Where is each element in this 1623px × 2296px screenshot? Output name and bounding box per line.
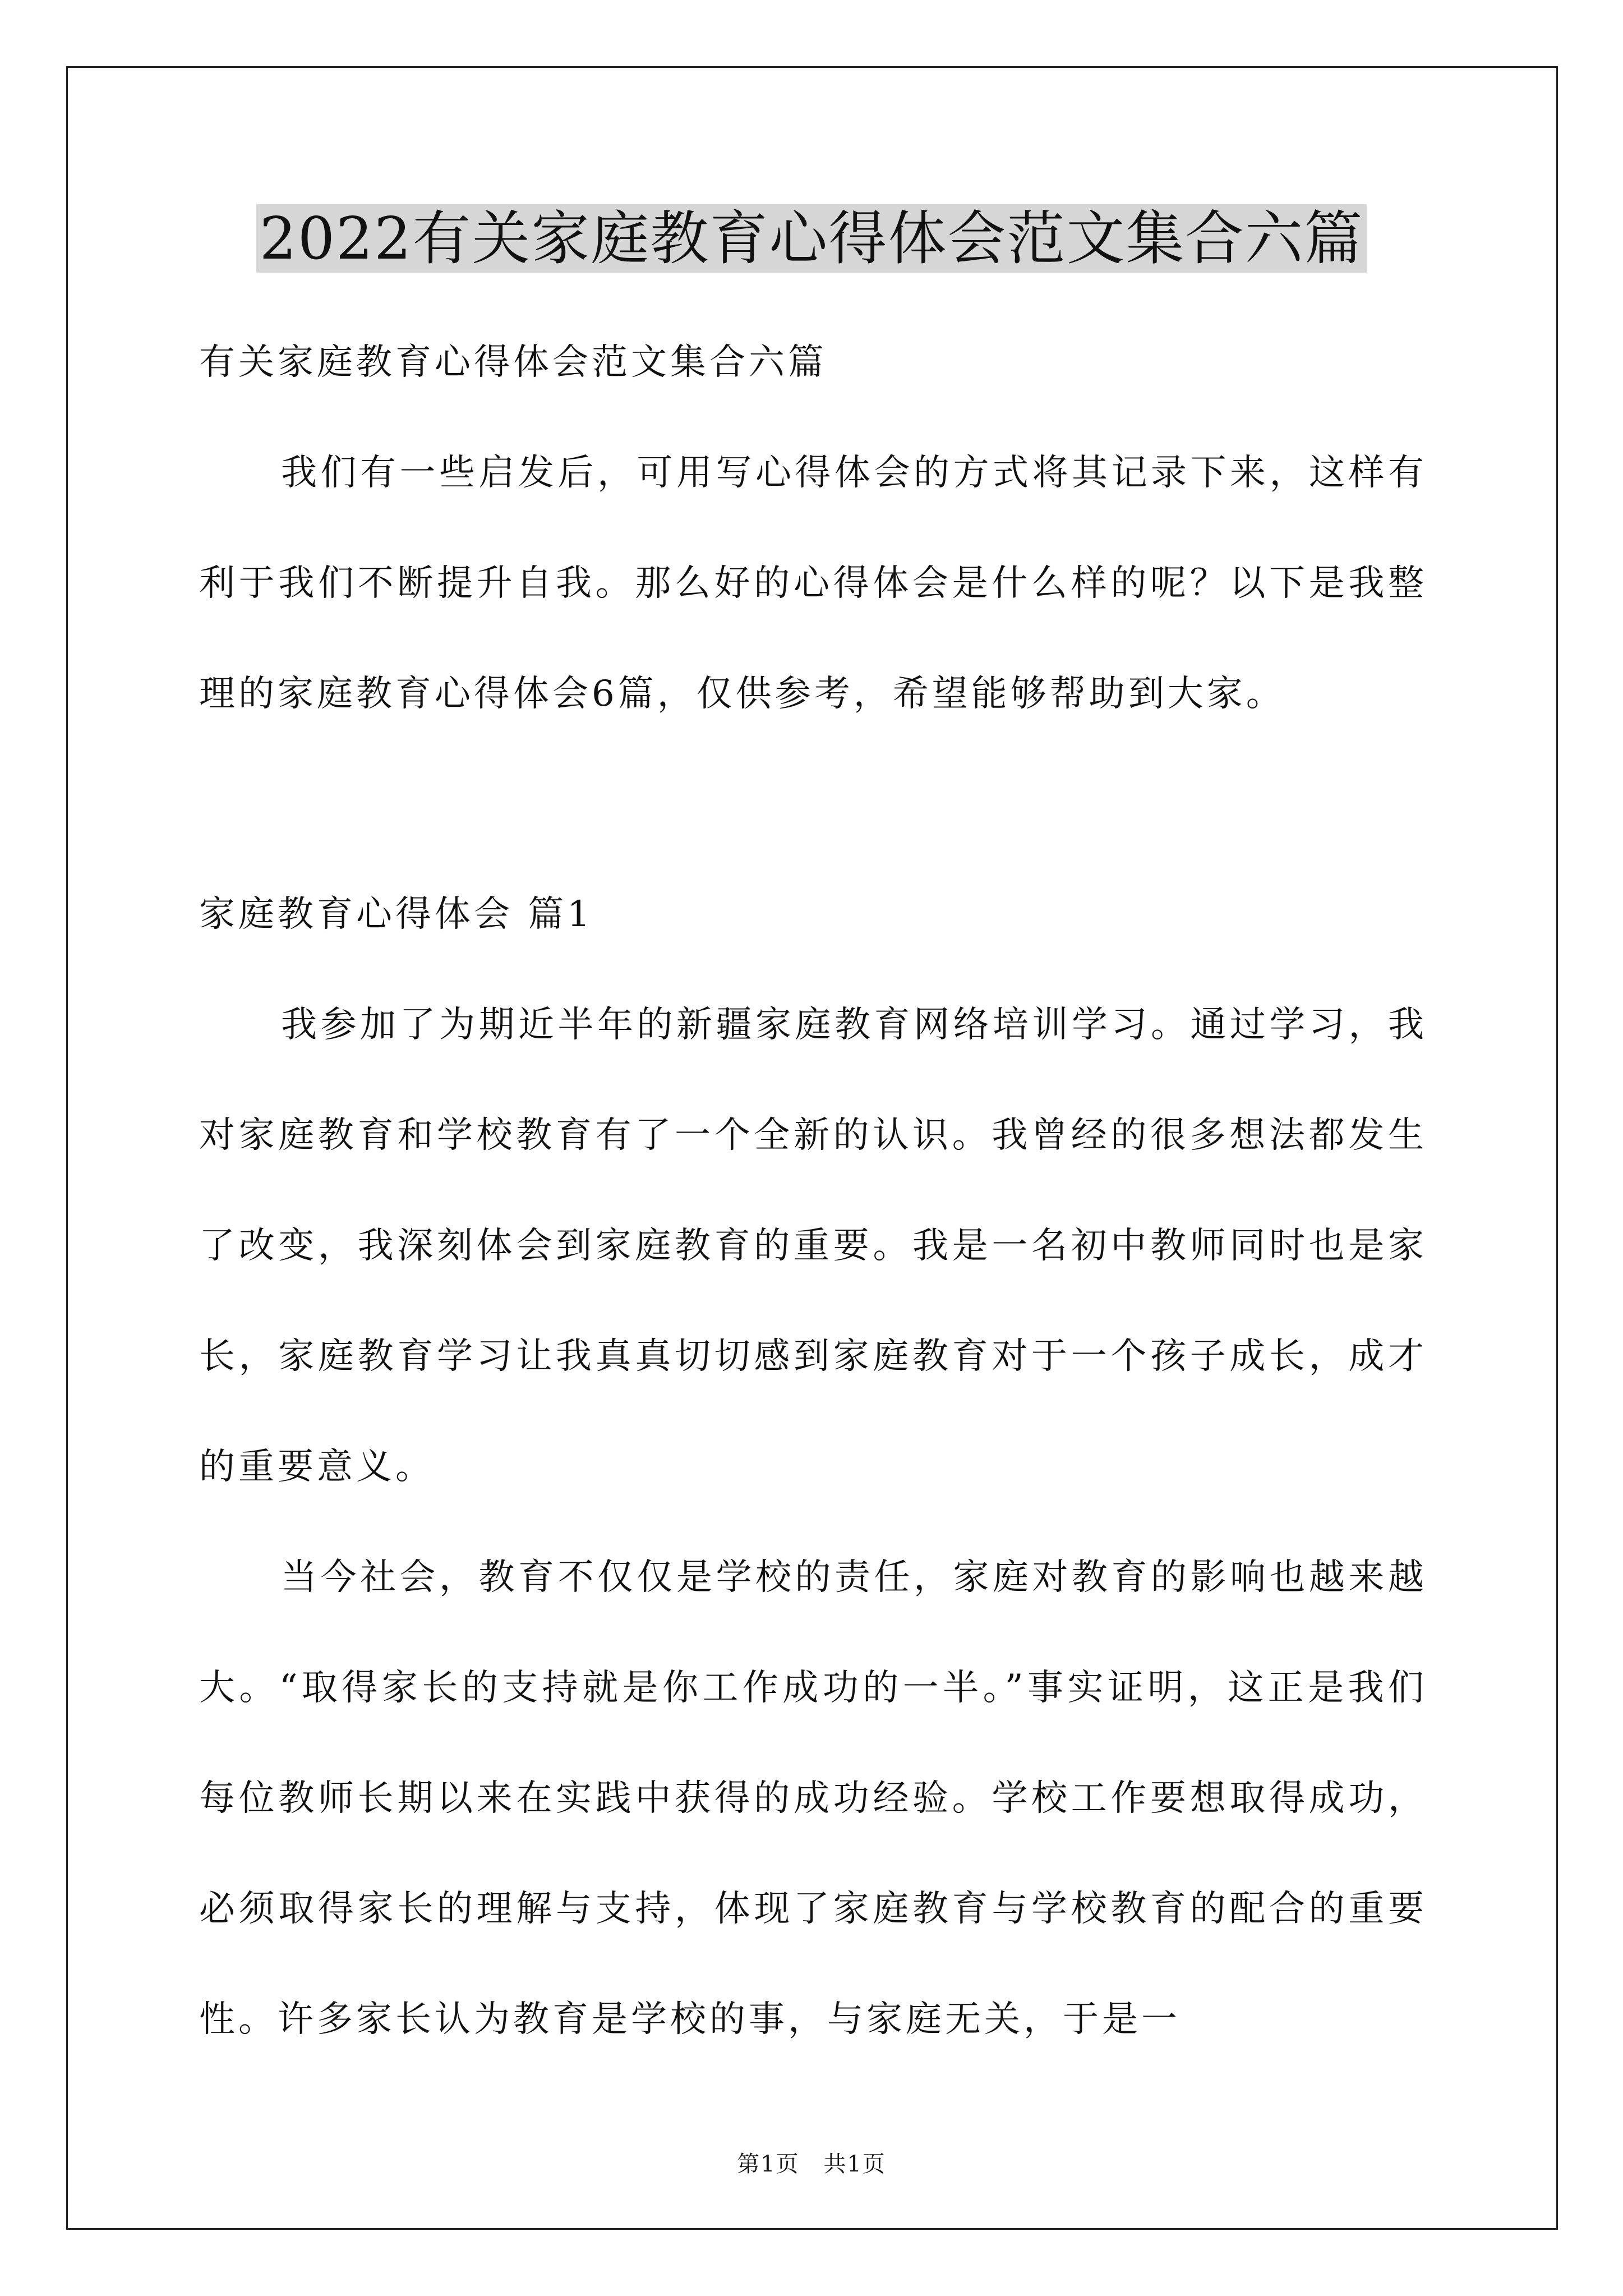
- document-subtitle: 有关家庭教育心得体会范文集合六篇: [199, 342, 827, 383]
- body-paragraph: 我参加了为期近半年的新疆家庭教育网络培训学习。通过学习，我对家庭教育和学校教育有了一个全新的认识。我曾经的很多想法都发生了改变，我深刻体会到家庭教育的重要。我是一名初中教师同时也是家长，家庭教育学习让我真真切切感到家庭教育对于一个孩子成长，成才的重要意义。: [199, 1004, 1427, 1488]
- intro-paragraph: 我们有一些启发后，可用写心得体会的方式将其记录下来，这样有利于我们不断提升自我。那么好的心得体会是什么样的呢？以下是我整理的家庭教育心得体会6篇，仅供参考，希望能够帮助到大家。: [199, 452, 1427, 715]
- section-heading: 家庭教育心得体会 篇1: [199, 894, 594, 935]
- document-title: [0, 199, 1623, 278]
- body-paragraph: 当今社会，教育不仅仅是学校的责任，家庭对教育的影响也越来越大。“取得家长的支持就是你工作成功的一半。”事实证明，这正是我们每位教师长期以来在实践中获得的成功经验。学校工作要想取得成功，必须取得家长的理解与支持，体现了家庭教育与学校教育的配合的重要性。许多家长认为教育是学校的事，与家庭无关，于是一: [199, 1557, 1427, 2040]
- page-number: 第1页: [737, 2151, 800, 2177]
- page-total: 共1页: [823, 2151, 886, 2177]
- document-body: [199, 307, 1427, 2075]
- page-footer: [0, 2147, 1623, 2181]
- document-title-text: 2022有关家庭教育心得体会范文集合六篇: [256, 204, 1367, 273]
